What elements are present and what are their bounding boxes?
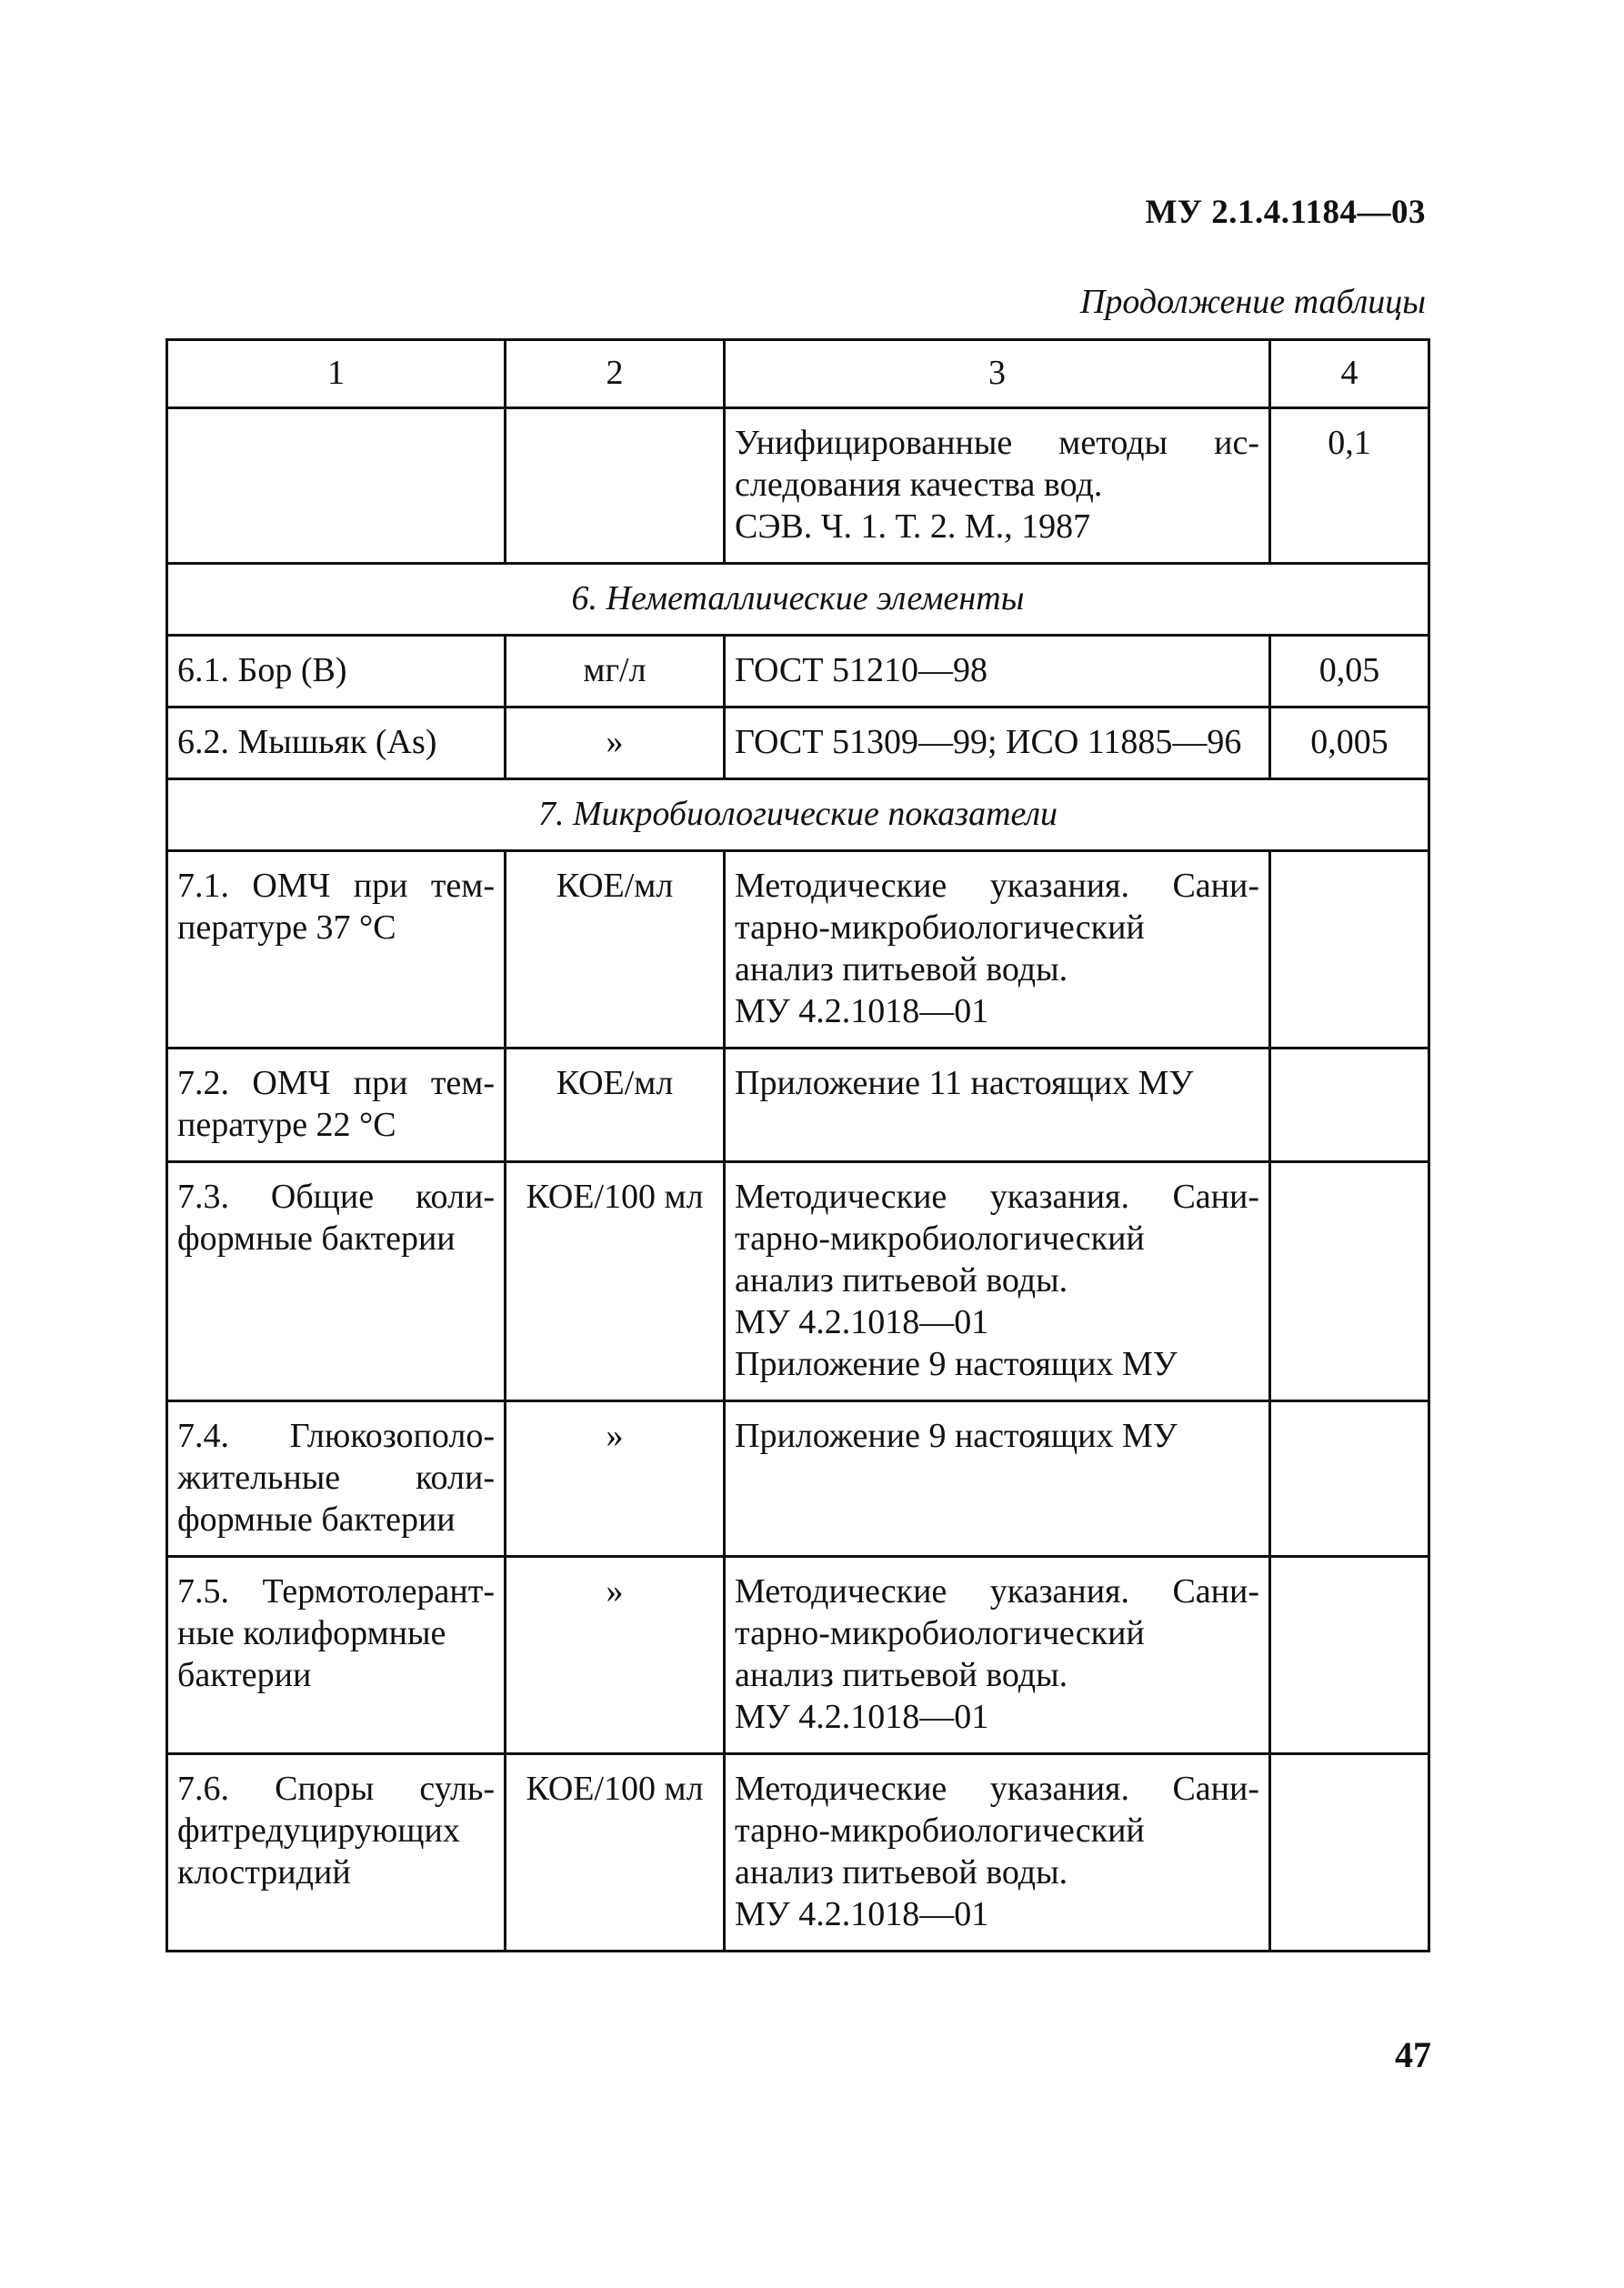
section-title: 7. Микробиологические показатели <box>167 779 1429 851</box>
method-cell <box>725 1401 1270 1557</box>
column-number-row <box>167 340 1429 408</box>
limit-cell <box>1270 1049 1429 1162</box>
method-line: Методические указания. Сани- <box>735 1572 1259 1611</box>
method-line: Методические указания. Сани- <box>735 1178 1259 1216</box>
method-line: Приложение 11 настоящих МУ <box>735 1064 1194 1102</box>
method-line: следования качества вод. <box>735 466 1103 504</box>
method-cell <box>725 851 1270 1049</box>
indicator-line: 6.1. Бор (B) <box>177 651 347 689</box>
indicator-line: фитредуцирующих <box>177 1811 460 1850</box>
indicator-line: бактерии <box>177 1656 312 1694</box>
indicator-line: клостридий <box>177 1853 351 1892</box>
unit-cell: » <box>506 1401 725 1557</box>
unit-cell: мг/л <box>506 636 725 707</box>
table-row <box>167 636 1429 707</box>
method-cell <box>725 707 1270 779</box>
table-row <box>167 1401 1429 1557</box>
method-line: анализ питьевой воды. <box>735 1656 1068 1694</box>
method-cell <box>725 636 1270 707</box>
indicator-cell <box>167 1754 506 1952</box>
section-row <box>167 564 1429 636</box>
limit-cell: 0,1 <box>1270 408 1429 564</box>
method-line: тарно-микробиологический <box>735 908 1145 947</box>
indicator-cell <box>167 636 506 707</box>
indicator-cell <box>167 1162 506 1401</box>
method-line: МУ 4.2.1018—01 <box>735 1303 989 1341</box>
table-row <box>167 1557 1429 1754</box>
method-line: Методические указания. Сани- <box>735 1770 1259 1808</box>
indicator-line: пературе 22 °С <box>177 1106 396 1144</box>
method-line: анализ питьевой воды. <box>735 950 1068 988</box>
method-line: Методические указания. Сани- <box>735 867 1259 905</box>
indicator-cell <box>167 851 506 1049</box>
indicator-line: 7.3. Общие коли- <box>177 1178 495 1216</box>
method-line: МУ 4.2.1018—01 <box>735 992 989 1030</box>
document-code: МУ 2.1.4.1184—03 <box>1145 194 1426 231</box>
table-row <box>167 408 1429 564</box>
unit-cell <box>506 408 725 564</box>
unit-cell: КОЕ/100 мл <box>506 1162 725 1401</box>
indicator-line: ные колиформные <box>177 1614 446 1652</box>
limit-cell <box>1270 1754 1429 1952</box>
method-cell <box>725 408 1270 564</box>
table-continuation-label: Продолжение таблицы <box>1079 283 1426 321</box>
limit-cell <box>1270 1401 1429 1557</box>
indicator-line: 7.4. Глюкозополо- <box>177 1417 495 1455</box>
unit-cell: КОЕ/мл <box>506 1049 725 1162</box>
column-number: 1 <box>167 340 506 408</box>
column-number: 2 <box>506 340 725 408</box>
section-row <box>167 779 1429 851</box>
indicator-line: формные бактерии <box>177 1219 456 1258</box>
section-title: 6. Неметаллические элементы <box>167 564 1429 636</box>
method-line: Приложение 9 настоящих МУ <box>735 1417 1178 1455</box>
indicator-line: пературе 37 °С <box>177 908 396 947</box>
norms-table <box>165 338 1430 1952</box>
method-line: анализ питьевой воды. <box>735 1261 1068 1300</box>
indicator-line: формные бактерии <box>177 1500 456 1539</box>
method-cell <box>725 1162 1270 1401</box>
indicator-line: 7.5. Термотолерант- <box>177 1572 495 1611</box>
method-line: тарно-микробиологический <box>735 1811 1145 1850</box>
method-line: МУ 4.2.1018—01 <box>735 1698 989 1736</box>
limit-cell <box>1270 851 1429 1049</box>
indicator-line: 7.1. ОМЧ при тем- <box>177 867 495 905</box>
indicator-cell <box>167 1049 506 1162</box>
method-line: Приложение 9 настоящих МУ <box>735 1345 1178 1383</box>
indicator-line: жительные коли- <box>177 1459 495 1497</box>
limit-cell <box>1270 1557 1429 1754</box>
method-line: ГОСТ 51309—99; ИСО 11885—96 <box>735 723 1242 761</box>
column-number: 3 <box>725 340 1270 408</box>
table-row <box>167 851 1429 1049</box>
indicator-cell <box>167 408 506 564</box>
column-number: 4 <box>1270 340 1429 408</box>
unit-cell: » <box>506 1557 725 1754</box>
table-row <box>167 1162 1429 1401</box>
method-line: тарно-микробиологический <box>735 1219 1145 1258</box>
page-number: 47 <box>1395 2034 1431 2075</box>
method-cell <box>725 1049 1270 1162</box>
unit-cell: КОЕ/100 мл <box>506 1754 725 1952</box>
method-line: ГОСТ 51210—98 <box>735 651 987 689</box>
indicator-cell <box>167 1557 506 1754</box>
indicator-cell <box>167 707 506 779</box>
limit-cell: 0,05 <box>1270 636 1429 707</box>
method-cell <box>725 1557 1270 1754</box>
method-line: тарно-микробиологический <box>735 1614 1145 1652</box>
limit-cell: 0,005 <box>1270 707 1429 779</box>
method-line: СЭВ. Ч. 1. Т. 2. М., 1987 <box>735 507 1091 546</box>
method-line: Унифицированные методы ис- <box>735 424 1259 462</box>
indicator-cell <box>167 1401 506 1557</box>
method-line: МУ 4.2.1018—01 <box>735 1895 989 1933</box>
table-row <box>167 1754 1429 1952</box>
table-row <box>167 707 1429 779</box>
method-line: анализ питьевой воды. <box>735 1853 1068 1892</box>
unit-cell: » <box>506 707 725 779</box>
unit-cell: КОЕ/мл <box>506 851 725 1049</box>
indicator-line: 7.2. ОМЧ при тем- <box>177 1064 495 1102</box>
indicator-line: 7.6. Споры суль- <box>177 1770 495 1808</box>
method-cell <box>725 1754 1270 1952</box>
indicator-line: 6.2. Мышьяк (As) <box>177 723 437 761</box>
limit-cell <box>1270 1162 1429 1401</box>
table-row <box>167 1049 1429 1162</box>
